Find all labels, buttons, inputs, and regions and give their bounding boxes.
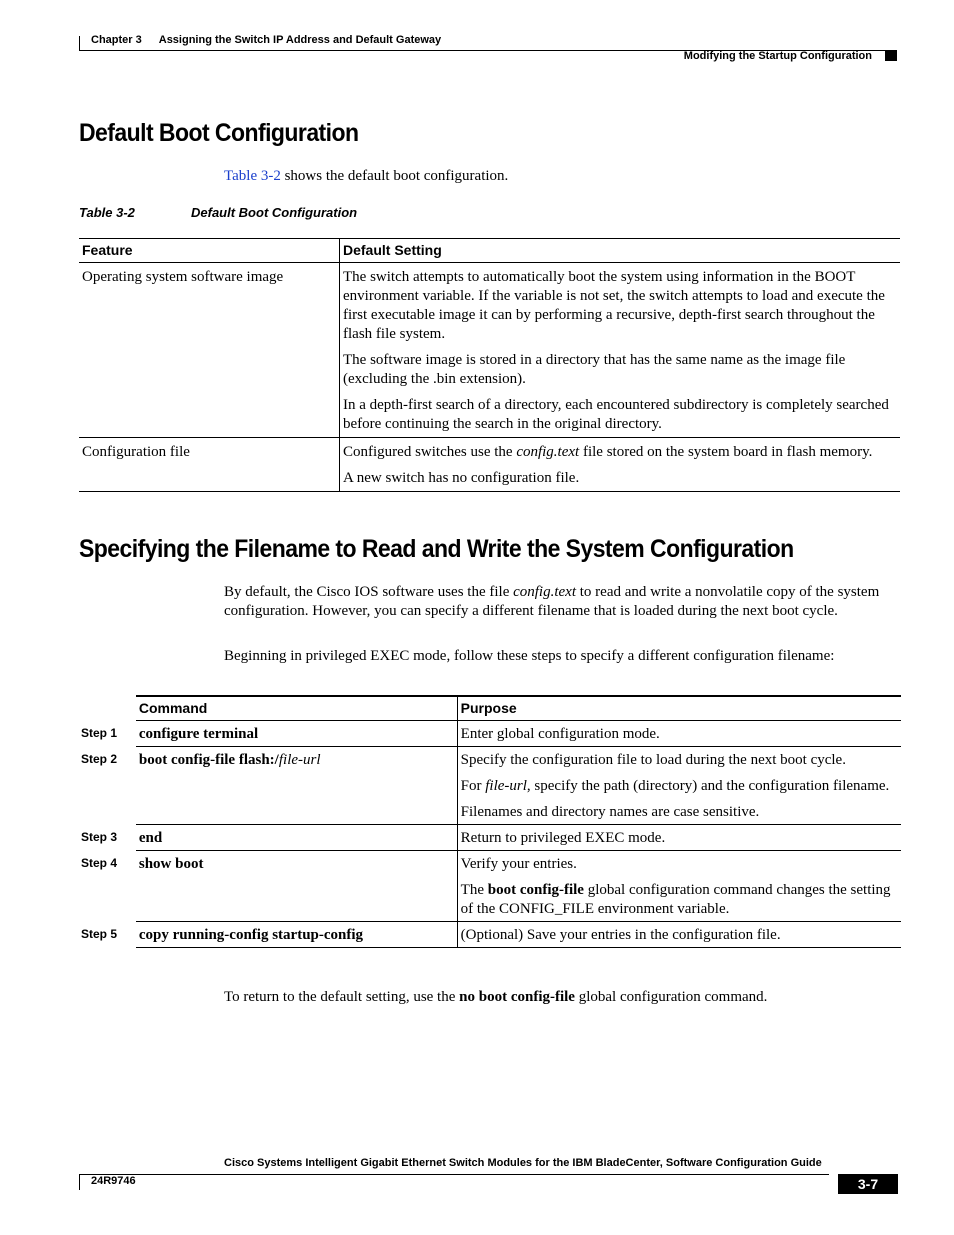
purpose-paragraph xyxy=(461,777,898,796)
section1-intro xyxy=(224,167,508,186)
step-label: Step 1 xyxy=(81,725,118,740)
footer-rule-vertical xyxy=(79,1174,80,1190)
section2-closing-paragraph xyxy=(224,988,767,1007)
purpose-paragraph: Verify your entries. xyxy=(460,856,577,872)
table-row xyxy=(79,851,901,922)
section2-paragraph-2: Beginning in privileged EXEC mode, follow these steps to specify a different configuration filename: xyxy=(224,648,835,664)
text-run: global configuration command. xyxy=(574,989,768,1005)
text-run: file stored on the system board in flash memory. xyxy=(579,444,873,460)
header-rule-vertical xyxy=(79,36,80,51)
table-row xyxy=(79,922,901,948)
table-label: Table 3-2 xyxy=(79,205,135,220)
intro-text: shows the default boot configuration. xyxy=(280,168,509,184)
purpose-cell: Return to privileged EXEC mode. xyxy=(457,825,901,851)
setting-paragraph xyxy=(343,443,897,462)
column-header-feature: Feature xyxy=(79,239,340,263)
argument-italic: file-url xyxy=(485,778,527,794)
running-header-chapter xyxy=(91,34,441,46)
purpose-cell xyxy=(457,851,901,922)
step-label: Step 2 xyxy=(81,751,118,766)
command-cell: show boot xyxy=(136,851,457,922)
default-boot-table xyxy=(79,238,900,492)
purpose-paragraph: Specify the configuration file to load during the next boot cycle. xyxy=(460,752,846,768)
command-cell: end xyxy=(136,825,457,851)
text-run: To return to the default setting, use the xyxy=(224,989,460,1005)
command-cell: configure terminal xyxy=(136,721,457,747)
running-header-section: Modifying the Startup Configuration xyxy=(683,50,872,62)
setting-paragraph: A new switch has no configuration file. xyxy=(343,470,580,486)
setting-paragraph: The switch attempts to automatically boot the system using information in the BOOT environment variable. If the variable is not set, the switch attempts to load and execute the first executable image it can by performing a recursive, depth-first search throughout the flash file system. xyxy=(343,269,885,342)
table-row xyxy=(79,747,901,825)
header-marker-block xyxy=(885,50,897,61)
purpose-cell xyxy=(457,747,901,825)
filename-italic: config.text xyxy=(513,584,577,600)
command-cell: copy running-config startup-config xyxy=(136,922,457,948)
setting-cell xyxy=(340,438,901,492)
page-number-badge xyxy=(838,1174,898,1194)
table-row xyxy=(79,263,900,438)
section-heading-specifying-filename: Specifying the Filename to Read and Write the System Configuration xyxy=(79,535,794,563)
chapter-title: Assigning the Switch IP Address and Default Gateway xyxy=(158,34,442,46)
footer-guide-title: Cisco Systems Intelligent Gigabit Ethernet Switch Modules for the IBM BladeCenter, Software Configuration Guide xyxy=(224,1157,822,1169)
footer-rule xyxy=(79,1174,829,1175)
table-caption xyxy=(79,205,358,220)
command-cell xyxy=(136,747,457,825)
column-header-purpose: Purpose xyxy=(457,696,901,721)
step-label: Step 3 xyxy=(81,829,118,844)
purpose-cell: Enter global configuration mode. xyxy=(457,721,901,747)
section2-paragraph-1 xyxy=(224,583,898,621)
procedure-table xyxy=(79,695,901,948)
page-number: 3-7 xyxy=(857,1176,879,1192)
command-argument: file-url xyxy=(278,752,321,768)
step-label: Step 5 xyxy=(81,926,118,941)
feature-cell: Operating system software image xyxy=(79,263,340,438)
purpose-paragraph: Filenames and directory names are case sensitive. xyxy=(460,804,760,820)
purpose-cell: (Optional) Save your entries in the configuration file. xyxy=(457,922,901,948)
setting-cell xyxy=(340,263,901,438)
column-header-default-setting: Default Setting xyxy=(340,239,901,263)
feature-cell: Configuration file xyxy=(79,438,340,492)
command-bold: boot config-file xyxy=(487,882,584,898)
text-run: For xyxy=(460,778,486,794)
table-title: Default Boot Configuration xyxy=(191,205,358,220)
command-text: boot config-file flash:/ xyxy=(138,752,279,768)
step-label: Step 4 xyxy=(81,855,118,870)
text-run: By default, the Cisco IOS software uses the file xyxy=(224,584,514,600)
footer-doc-number: 24R9746 xyxy=(91,1175,136,1187)
filename-italic: config.text xyxy=(516,444,580,460)
section-heading-default-boot: Default Boot Configuration xyxy=(79,119,359,147)
setting-paragraph: The software image is stored in a directory that has the same name as the image file (excluding the .bin extension). xyxy=(343,352,846,387)
table-row xyxy=(79,721,901,747)
table-row xyxy=(79,438,900,492)
text-run: , specify the path (directory) and the configuration filename. xyxy=(526,778,890,794)
chapter-number: Chapter 3 xyxy=(91,34,142,46)
column-header-command: Command xyxy=(136,696,457,721)
text-run: to read and write a nonvolatile copy of the system configuration. However, you can specify a different filename that is loaded during the next boot cycle. xyxy=(224,584,880,619)
setting-paragraph: In a depth-first search of a directory, each encountered subdirectory is completely searched before continuing the search in the original directory. xyxy=(343,397,889,432)
table-ref-link[interactable]: Table 3-2 xyxy=(224,168,281,184)
purpose-paragraph xyxy=(461,881,898,919)
text-run: global configuration command changes the setting of the CONFIG_FILE environment variable. xyxy=(460,882,891,917)
table-row xyxy=(79,825,901,851)
command-bold: no boot config-file xyxy=(459,989,575,1005)
step-column-header xyxy=(79,696,136,721)
text-run: Configured switches use the xyxy=(343,444,517,460)
text-run: The xyxy=(460,882,488,898)
